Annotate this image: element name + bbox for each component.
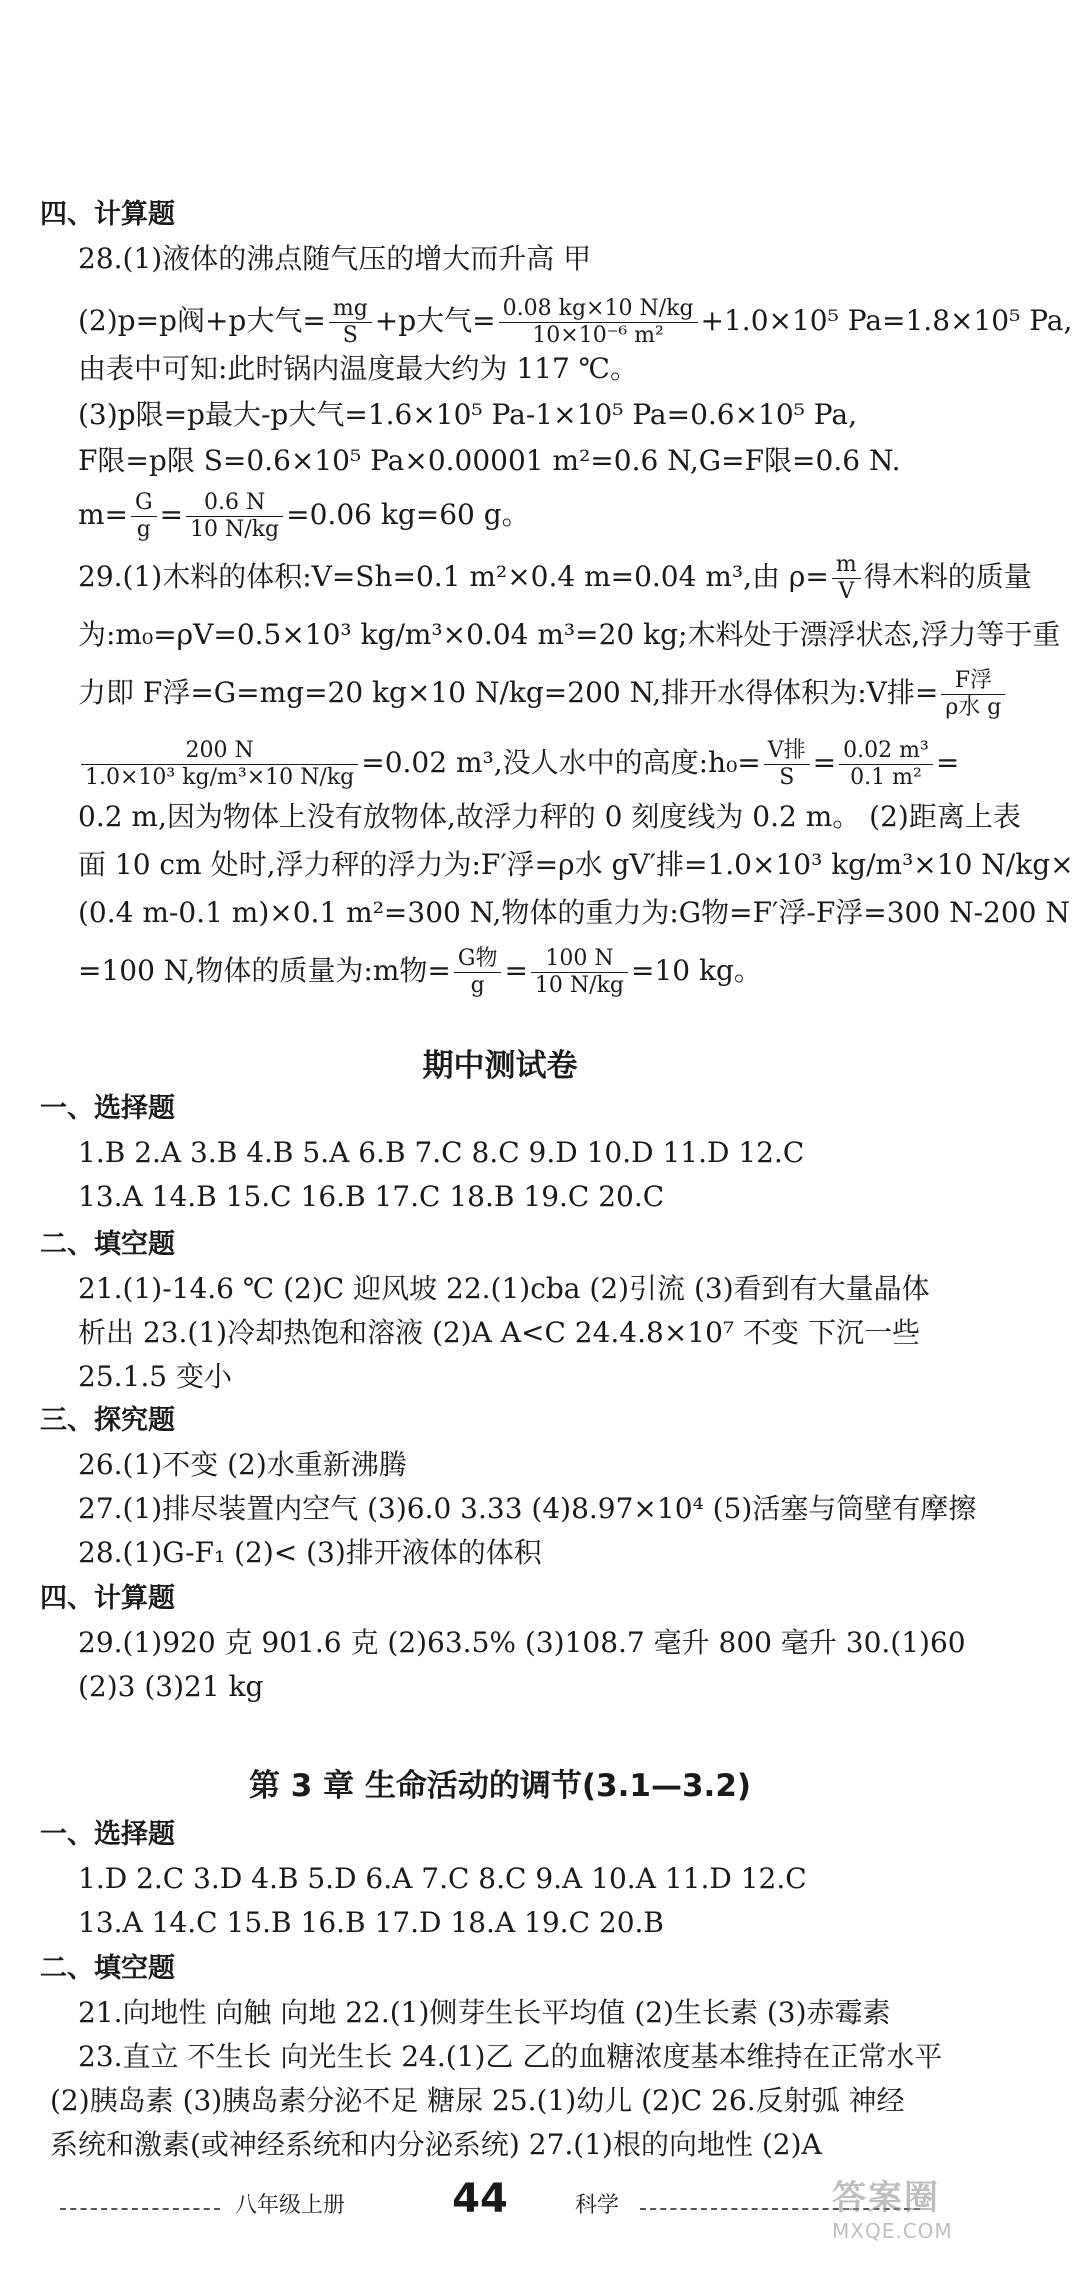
q29-line-8: =100 N,物体的质量为:m物= $\frac{\text{G物}}{g}$ = $\frac{100 N}{10 N/kg}$ =10 kg。: [78, 946, 762, 998]
midterm-fill-line-3: 25.1.5 变小: [78, 1360, 232, 1393]
ch3-fill-line-1: 21.向地性 向触 向地 22.(1)侧芽生长平均值 (2)生长素 (3)赤霉素: [78, 1996, 891, 2029]
q29-line-7: (0.4 m-0.1 m)×0.1 m²=300 N,物体的重力为:G物=F′浮-F浮=300 N-200 N: [78, 896, 1070, 929]
q28-line-4: (3)p限=p最大-p大气=1.6×10⁵ Pa-1×10⁵ Pa=0.6×10⁵ Pa,: [78, 398, 857, 431]
ch3-fill-line-4: 系统和激素(或神经系统和内分泌系统) 27.(1)根的向地性 (2)A: [50, 2128, 822, 2161]
ch3-section-fill: 二、填空题: [40, 1953, 175, 1984]
fraction: $\frac{\text{V排}}{S}$: [764, 738, 810, 791]
ch3-section-choice: 一、选择题: [40, 1819, 175, 1850]
watermark-logo: 答案圈 MXQE.COM: [832, 2178, 953, 2243]
midterm-fill-line-1: 21.(1)-14.6 ℃ (2)C 迎风坡 22.(1)cba (2)引流 (3)看到有大量晶体: [78, 1272, 930, 1305]
q28-line-5: F限=p限 S=0.6×10⁵ Pa×0.00001 m²=0.6 N,G=F限=0.6 N.: [78, 444, 901, 477]
fraction: $\frac{G}{g}$: [131, 490, 157, 543]
section-heading-calc: 四、计算题: [40, 199, 175, 230]
midterm-choice-line-2: 13.A 14.B 15.C 16.B 17.C 18.B 19.C 20.C: [78, 1180, 665, 1213]
fraction: $\frac{\text{G物}}{g}$: [454, 946, 502, 999]
midterm-section-choice: 一、选择题: [40, 1093, 175, 1124]
page-number: 44: [452, 2176, 508, 2222]
q28-line-1: 28.(1)液体的沸点随气压的增大而升高 甲: [78, 242, 592, 275]
footer-subject: 科学: [575, 2193, 620, 2218]
midterm-section-explore: 三、探究题: [40, 1405, 175, 1436]
q28-line-2: (2)p=p阀+p大气= $\frac{mg}{S}$ +p大气= $\frac{0.08 kg\times 10 N/kg}{\text{10×10⁻⁶ m²}}$ +1.0×10⁵ Pa=1.8×10⁵ Pa,: [78, 296, 1073, 348]
q29-line-6: 面 10 cm 处时,浮力秤的浮力为:F′浮=ρ水 gV′排=1.0×10³ kg/m³×10 N/kg×: [78, 848, 1074, 881]
footer-dash-left: [60, 2208, 220, 2210]
ch3-choice-line-1: 1.D 2.C 3.D 4.B 5.D 6.A 7.C 8.C 9.A 10.A 11.D 12.C: [78, 1862, 807, 1895]
fraction: $\frac{0.6 N}{10 N/kg}$: [186, 490, 283, 543]
ch3-choice-line-2: 13.A 14.C 15.B 16.B 17.D 18.A 19.C 20.B: [78, 1906, 665, 1939]
midterm-section-fill: 二、填空题: [40, 1229, 175, 1260]
footer-grade: 八年级上册: [235, 2193, 346, 2218]
ch3-fill-line-2: 23.直立 不生长 向光生长 24.(1)乙 乙的血糖浓度基本维持在正常水平: [78, 2040, 943, 2073]
midterm-calc-line-1: 29.(1)920 克 901.6 克 (2)63.5% (3)108.7 毫升 800 毫升 30.(1)60: [78, 1626, 966, 1659]
fraction: $\frac{\text{0.02 m³}}{\text{0.1 m²}}$: [839, 738, 933, 791]
q29-line-3: 力即 F浮=G=mg=20 kg×10 N/kg=200 N,排开水得体积为:V排= $\frac{\text{F浮}}{\text{ρ水 g}}$: [78, 668, 1008, 721]
q29-line-5: 0.2 m,因为物体上没有放物体,故浮力秤的 0 刻度线为 0.2 m。 (2)距离上表: [78, 800, 1021, 833]
ch3-fill-line-3: (2)胰岛素 (3)胰岛素分泌不足 糖尿 25.(1)幼儿 (2)C 26.反射弧 神经: [50, 2084, 905, 2117]
fraction: $\frac{\text{F浮}}{\text{ρ水 g}}$: [941, 668, 1005, 721]
midterm-title: 期中测试卷: [422, 1048, 578, 1084]
q29-line-4: $\frac{200 N}{\text{1.0×10³ kg/m³×10 N/kg}}$ =0.02 m³,没人水中的高度:h₀= $\frac{\text{V排}}{S}$ = $\frac{\text{0.02 m³}}{\text{0.1 m²}}$ =: [78, 738, 959, 791]
midterm-explore-line-2: 27.(1)排尽装置内空气 (3)6.0 3.33 (4)8.97×10⁴ (5)活塞与筒壁有摩擦: [78, 1492, 977, 1525]
fraction: $\frac{0.08 kg\times 10 N/kg}{\text{10×10⁻⁶ m²}}$: [499, 296, 698, 349]
fraction: $\frac{m}{V}$: [832, 552, 861, 605]
midterm-fill-line-2: 析出 23.(1)冷却热饱和溶液 (2)A A<C 24.4.8×10⁷ 不变 下沉一些: [78, 1316, 920, 1349]
midterm-explore-line-3: 28.(1)G-F₁ (2)< (3)排开液体的体积: [78, 1536, 542, 1569]
page-footer: [60, 2176, 940, 2236]
fraction: $\frac{100 N}{10 N/kg}$: [531, 946, 628, 999]
chapter3-title: 第 3 章 生命活动的调节(3.1—3.2): [248, 1768, 752, 1804]
fraction: $\frac{200 N}{\text{1.0×10³ kg/m³×10 N/kg}}$: [81, 738, 358, 791]
q28-line-3: 由表中可知:此时锅内温度最大约为 117 ℃。: [78, 352, 639, 385]
midterm-calc-line-2: (2)3 (3)21 kg: [78, 1670, 264, 1703]
q29-line-1: 29.(1)木料的体积:V=Sh=0.1 m²×0.4 m=0.04 m³,由 ρ= $\frac{m}{V}$ 得木料的质量: [78, 552, 1032, 604]
fraction: $\frac{mg}{S}$: [329, 296, 372, 349]
q29-line-2: 为:m₀=ρV=0.5×10³ kg/m³×0.04 m³=20 kg;木料处于漂浮状态,浮力等于重: [78, 618, 1061, 651]
midterm-explore-line-1: 26.(1)不变 (2)水重新沸腾: [78, 1448, 407, 1481]
midterm-choice-line-1: 1.B 2.A 3.B 4.B 5.A 6.B 7.C 8.C 9.D 10.D 11.D 12.C: [78, 1136, 805, 1169]
midterm-section-calc: 四、计算题: [40, 1583, 175, 1614]
q28-line-6: m= $\frac{G}{g}$ = $\frac{0.6 N}{10 N/kg}$ =0.06 kg=60 g。: [78, 490, 530, 542]
